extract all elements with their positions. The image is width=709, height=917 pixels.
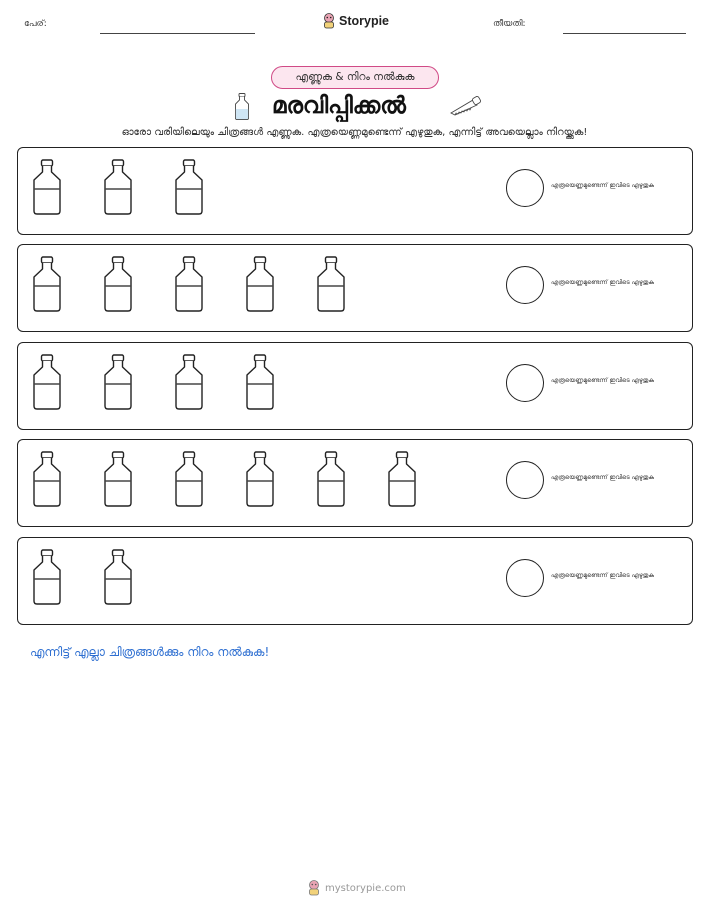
bottle-icon [32,451,62,507]
bottle-icon [103,256,133,312]
answer-circle[interactable] [506,266,544,304]
bottle-group [32,451,417,507]
name-label: പേര്: [24,19,47,29]
answer-label: എത്രയെണ്ണമുണ്ടെന്ന് ഇവിടെ എഴുതുക [551,182,654,189]
bottle-icon [316,451,346,507]
coloring-instruction: എന്നിട്ട് എല്ലാ ചിത്രങ്ങൾക്കും നിറം നൽകുക! [30,645,270,659]
bottle-icon [103,549,133,605]
saw-icon [449,96,481,116]
answer-label: എത്രയെണ്ണമുണ്ടെന്ന് ഇവിടെ എഴുതുക [551,377,654,384]
bottle-icon [174,354,204,410]
site-url: mystorypie.com [325,882,406,894]
answer-label: എത്രയെണ്ണമുണ്ടെന്ന് ഇവിടെ എഴുതുക [551,572,654,579]
bottle-icon [316,256,346,312]
answer-circle[interactable] [506,461,544,499]
bottle-icon [103,451,133,507]
bottle-icon [174,159,204,215]
storypie-logo-icon [307,880,321,896]
bottle-icon [32,549,62,605]
bottle-icon [32,354,62,410]
bottle-group [32,256,346,312]
bottle-group [32,159,204,215]
bottle-icon [174,256,204,312]
brand-name: Storypie [339,14,390,28]
bottle-icon [245,451,275,507]
bottle-icon [32,256,62,312]
counting-row-5 [17,537,693,625]
instructions: ഓരോ വരിയിലെയും ചിത്രങ്ങൾ എണ്ണുക. എത്രയെണ്ണമുണ്ടെന്ന് എഴുതുക, എന്നിട്ട് അവയെല്ലാം നിറയ്ക്കുക! [121,127,588,138]
counting-row-3 [17,342,693,430]
bottle-icon [245,256,275,312]
answer-label: എത്രയെണ്ണമുണ്ടെന്ന് ഇവിടെ എഴുതുക [551,279,654,286]
bottle-icon [174,451,204,507]
brand-logo [322,13,389,29]
title-row [0,90,709,122]
counting-row-4 [17,439,693,527]
bottle-icon [387,451,417,507]
date-label: തീയതി: [493,19,526,29]
bottle-icon [234,93,250,120]
bottle-icon [103,159,133,215]
bottle-icon [32,159,62,215]
date-line[interactable] [563,33,686,34]
page-title: മരവിപ്പിക്കൽ [272,93,406,119]
answer-circle[interactable] [506,559,544,597]
storypie-logo-icon [322,13,336,29]
counting-row-1 [17,147,693,235]
answer-circle[interactable] [506,364,544,402]
counting-row-2 [17,244,693,332]
answer-circle[interactable] [506,169,544,207]
bottle-icon [103,354,133,410]
answer-label: എത്രയെണ്ണമുണ്ടെന്ന് ഇവിടെ എഴുതുക [551,474,654,481]
bottle-icon [245,354,275,410]
name-line[interactable] [100,33,255,34]
site-footer [307,880,406,896]
bottle-group [32,354,275,410]
activity-badge: എണ്ണുക & നിറം നൽകുക [271,66,439,89]
bottle-group [32,549,133,605]
